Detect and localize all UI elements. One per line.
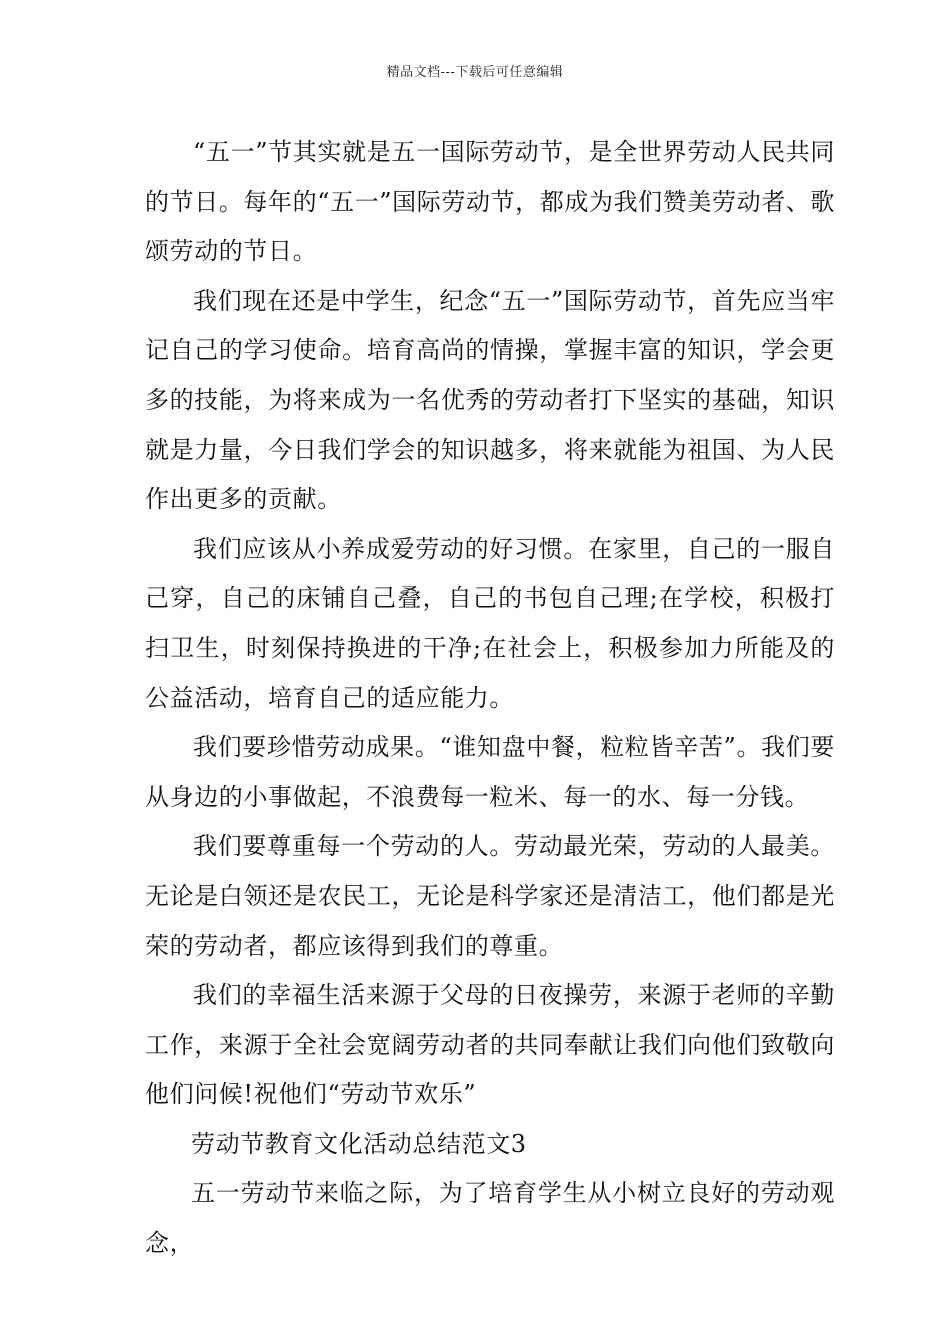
document-body [145,128,835,1269]
paragraph-2: 我们现在还是中学生，纪念“五一”国际劳动节，首先应当牢记自己的学习使命。培育高尚的情操，掌握丰富的知识，学会更多的技能，为将来成为一名优秀的劳动者打下坚实的基础，知识就是力量，今日我们学会的知识越多，将来就能为祖国、为人民作出更多的贡献。 [145,286,835,514]
paragraph-7-start: 五一劳动节来临之际，为了培育学生从小树立良好的劳动观念， [145,1179,835,1258]
paragraph-4: 我们要珍惜劳动成果。“谁知盘中餐，粒粒皆辛苦”。我们要从身边的小事做起，不浪费每一粒米、每一的水、每一分钱。 [145,733,835,811]
page-header: 精品文档---下载后可任意编辑 [386,65,564,80]
paragraph-6: 我们的幸福生活来源于父母的日夜操劳，来源于老师的辛勤工作，来源于全社会宽阔劳动者的共同奉献让我们向他们致敬向他们问候!祝他们“劳动节欢乐” [145,981,835,1109]
section-subheading: 劳动节教育文化活动总结范文3 [191,1129,527,1158]
paragraph-1: “五一”节其实就是五一国际劳动节，是全世界劳动人民共同的节日。每年的“五一”国际劳动节，都成为我们赞美劳动者、歌颂劳动的节日。 [145,138,835,266]
paragraph-3: 我们应该从小养成爱劳动的好习惯。在家里，自己的一服自己穿，自己的床铺自己叠，自己的书包自己理;在学校，积极打扫卫生，时刻保持换进的干净;在社会上，积极参加力所能及的公益活动，培育自己的适应能力。 [145,534,835,712]
paragraph-5: 我们要尊重每一个劳动的人。劳动最光荣，劳动的人最美。无论是白领还是农民工，无论是科学家还是清洁工，他们都是光荣的劳动者，都应该得到我们的尊重。 [145,832,835,960]
